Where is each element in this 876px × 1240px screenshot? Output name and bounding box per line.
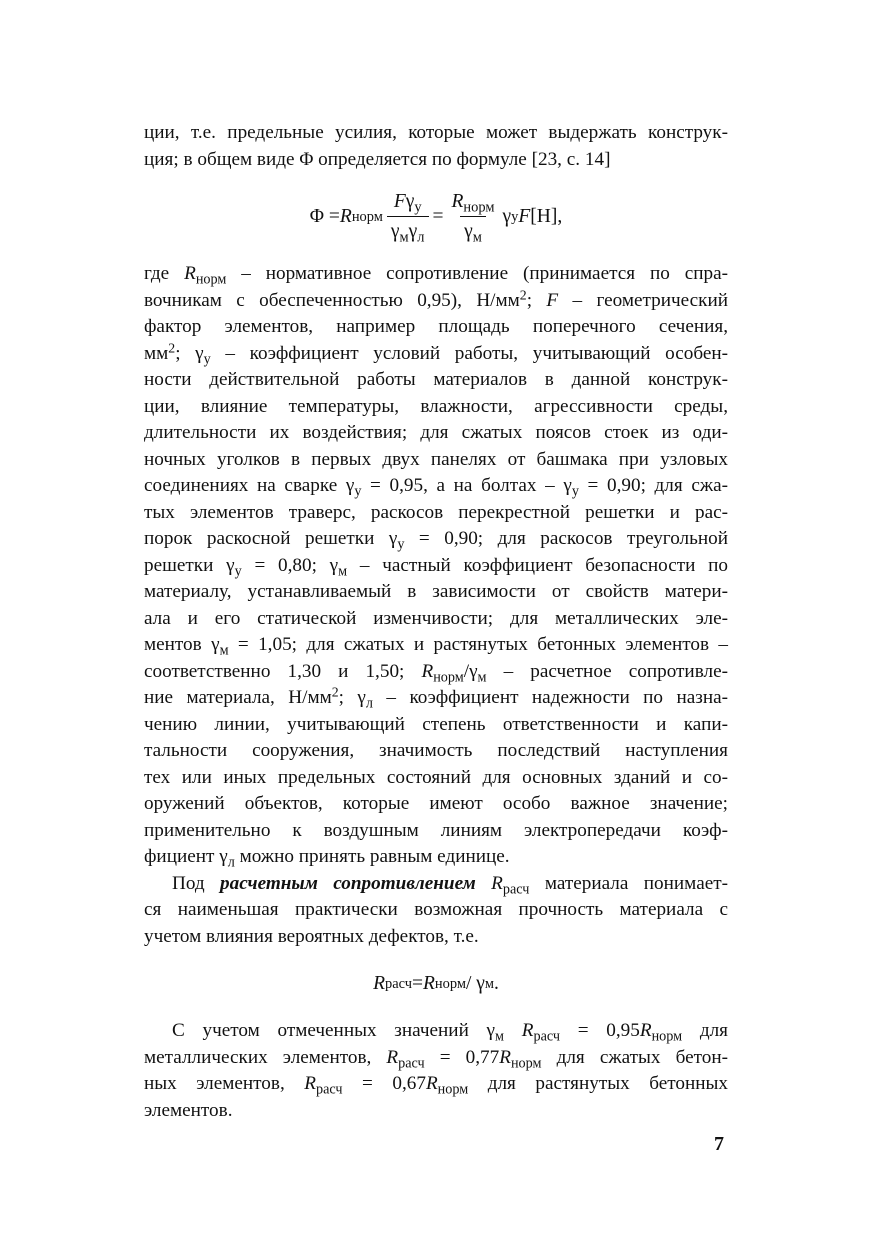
text-line: порок раскосной решетки $\gamma_у = 0,90$; для раскосов треугольной bbox=[144, 528, 728, 553]
text-line: ментов $\gamma_м = 1,05$; для сжатых и растянутых бетонных элементов – bbox=[144, 634, 728, 659]
text-line: Под расчетным сопротивлением $R_{расч}$ материала понимает- bbox=[172, 872, 728, 898]
text-line: тех или иных предельных состояний для основных зданий и со- bbox=[144, 766, 728, 788]
text-line: ности действительной работы материалов в данной конструк- bbox=[144, 369, 728, 390]
text-line: применительно к воздушным линиям электропередачи коэф- bbox=[144, 819, 728, 841]
term-bold-italic: расчетным сопротивлением bbox=[220, 872, 476, 894]
text-line: оружений объектов, которые имеют особо важное значение; bbox=[144, 793, 728, 814]
text-line: материалу, устанавливаемый в зависимости от свойств матери- bbox=[144, 581, 728, 602]
text-line: учетом влияния вероятных дефектов, т.е. bbox=[144, 925, 479, 947]
text-line: ных элементов, $R_{расч} = 0,67R_{норм}$ для растянутых бетонных bbox=[144, 1073, 728, 1098]
text-line: ции, т.е. предельные усилия, которые может выдержать конструк- bbox=[144, 122, 728, 143]
text-line: ночных уголков в первых двух панелях от башмака при узловых bbox=[144, 448, 728, 470]
text-line: фактор элементов, например площадь поперечного сечения, bbox=[144, 316, 728, 337]
text-line: ала и его статической изменчивости; для металлических эле- bbox=[144, 607, 728, 629]
text-line: ние материала, $Н/мм^2$; $\gamma_л$ – коэффициент надежности по назна- bbox=[144, 684, 728, 712]
text-line: ся наименьшая практически возможная прочность материала с bbox=[144, 899, 728, 920]
text-line: $мм^2$; $\gamma_у$ – коэффициент условий работы, учитывающий особен- bbox=[144, 339, 728, 368]
text-line: соединениях на сварке $\gamma_у = 0,95$, а на болтах – $\gamma_у = 0,90$; для сжа- bbox=[144, 475, 728, 500]
page-number: 7 bbox=[714, 1133, 724, 1155]
text-line: С учетом отмеченных значений $\gamma_м$ $R_{расч} = 0,95R_{норм}$ для bbox=[172, 1020, 729, 1045]
text-line: ция; в общем виде Φ определяется по формуле [23, с. 14] bbox=[144, 148, 611, 170]
text-line: длительности их воздействия; для сжатых поясов стоек из оди- bbox=[144, 422, 728, 443]
text-line: элементов. bbox=[144, 1099, 233, 1121]
text-line: соответственно 1,30 и 1,50; $R_{норм}/\gamma_м$ – расчетное сопротивле- bbox=[144, 660, 728, 686]
formula-phi: Φ = R норм $\frac{F\gamma_у}{\gamma_м\gamma_л}$ = $\frac{R_{норм}}{\gamma_м}$ γ у F [Н], bbox=[309, 191, 563, 246]
text-line: ции, влияние температуры, влажности, агрессивности среды, bbox=[144, 395, 728, 417]
text-line: тых элементов траверс, раскосов перекрестной решетки и рас- bbox=[144, 501, 728, 523]
text-line: чению линии, учитывающий степень ответственности и капи- bbox=[144, 713, 728, 735]
text-line: фициент $\gamma_л$ можно принять равным единице. bbox=[144, 846, 510, 871]
fraction-1: $\frac{F\gamma_у}{\gamma_м\gamma_л}$ bbox=[387, 191, 429, 243]
text-line: тальности сооружения, значимость последствий наступления bbox=[144, 740, 728, 761]
text-line: решетки $\gamma_у = 0,80$; $\gamma_м$ – частный коэффициент безопасности по bbox=[144, 554, 729, 580]
page-body bbox=[144, 120, 728, 1124]
fraction-2: $\frac{R_{норм}}{\gamma_м}$ bbox=[451, 191, 495, 246]
formula-rrasch: R расч = R норм / γ м . bbox=[373, 973, 499, 994]
text-line: вочникам с обеспеченностью 0,95), $Н/мм^2$; F – геометрический bbox=[144, 286, 728, 311]
text-line: где $R_{норм}$ – нормативное сопротивление (принимается по спра- bbox=[144, 263, 728, 288]
text-line: металлических элементов, $R_{расч} = 0,77R_{норм}$ для сжатых бетон- bbox=[144, 1046, 728, 1072]
